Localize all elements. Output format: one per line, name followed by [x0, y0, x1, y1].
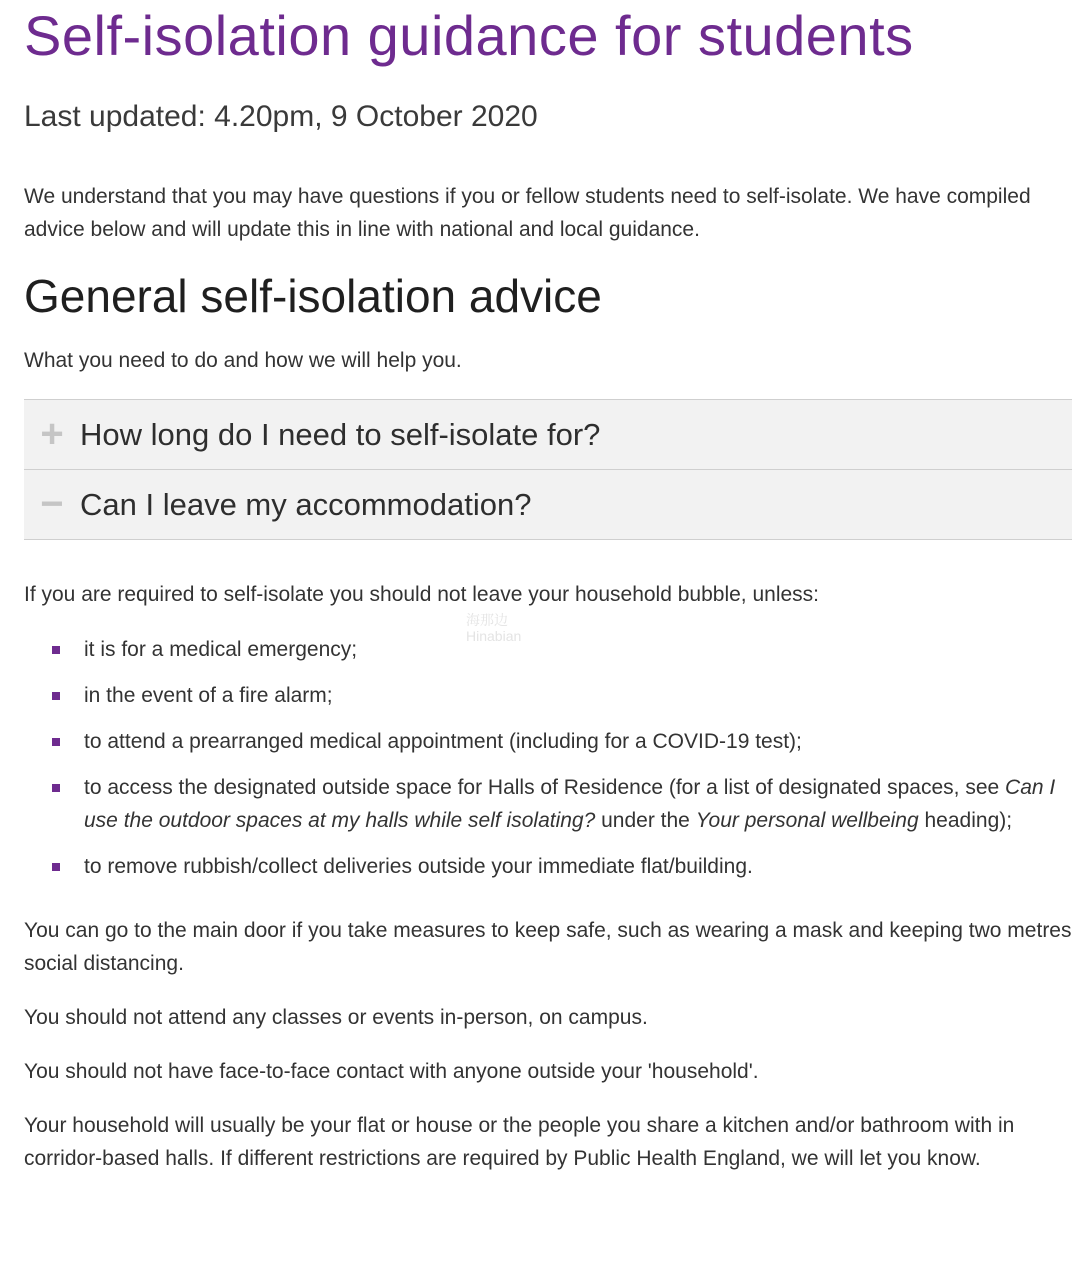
lead-paragraph: If you are required to self-isolate you should not leave your household bubble, unless: [24, 583, 820, 606]
list-item [24, 679, 1072, 712]
list-item-text-part: to access the designated outside space for Halls of Residence (for a list of designated spaces, see [84, 776, 1006, 799]
plus-icon: + [40, 412, 64, 456]
last-updated: Last updated: 4.20pm, 9 October 2020 [24, 100, 538, 133]
paragraph: Your household will usually be your flat or house or the people you share a kitchen and/or bathroom with in corridor-based halls. If different restrictions are required by Public Health England, we will let you know. [24, 1114, 1015, 1170]
bullet-icon [52, 738, 60, 746]
page-title: Self-isolation guidance for students [24, 4, 914, 67]
accordion-label: How long do I need to self-isolate for? [80, 416, 601, 452]
list-item-text-part: under the [595, 809, 696, 832]
list-item [24, 771, 1072, 837]
accordion-item-how-long[interactable] [24, 400, 1072, 470]
list-item-text-part: heading); [918, 809, 1013, 832]
section-subheading: What you need to do and how we will help you. [24, 349, 462, 372]
bullet-icon [52, 692, 60, 700]
list-item-text: to remove rubbish/collect deliveries outside your immediate flat/building. [84, 855, 753, 878]
bullet-icon [52, 646, 60, 654]
accordion-panel [24, 578, 1072, 1175]
list-item [24, 850, 1072, 883]
bullet-list [24, 633, 1072, 883]
list-item [24, 725, 1072, 758]
accordion-label: Can I leave my accommodation? [80, 486, 532, 522]
list-item [24, 633, 1072, 666]
bullet-icon [52, 784, 60, 792]
accordion-item-leave-accommodation[interactable] [24, 470, 1072, 540]
watermark-text: 海那边 [466, 612, 508, 628]
minus-icon: − [40, 482, 64, 526]
watermark-text: Hinabian [466, 628, 522, 644]
bullet-icon [52, 863, 60, 871]
paragraph: You should not attend any classes or events in-person, on campus. [24, 1006, 648, 1029]
list-item-text: it is for a medical emergency; [84, 638, 358, 661]
intro-text: We understand that you may have questions if you or fellow students need to self-isolate. We have compiled advice below and will update this in line with national and local guidance. [24, 185, 1031, 241]
section-heading: General self-isolation advice [24, 270, 602, 322]
accordion [24, 399, 1072, 540]
list-item-text: in the event of a fire alarm; [84, 684, 333, 707]
italic-reference: Your personal wellbeing [695, 809, 919, 832]
paragraph: You can go to the main door if you take measures to keep safe, such as wearing a mask and keeping two metres social distancing. [24, 919, 1072, 975]
italic-reference: Can I use the outdoor spaces at my halls while self isolating? [84, 776, 1056, 832]
list-item-text: to attend a prearranged medical appointment (including for a COVID-19 test); [84, 730, 802, 753]
paragraph: You should not have face-to-face contact with anyone outside your 'household'. [24, 1060, 759, 1083]
